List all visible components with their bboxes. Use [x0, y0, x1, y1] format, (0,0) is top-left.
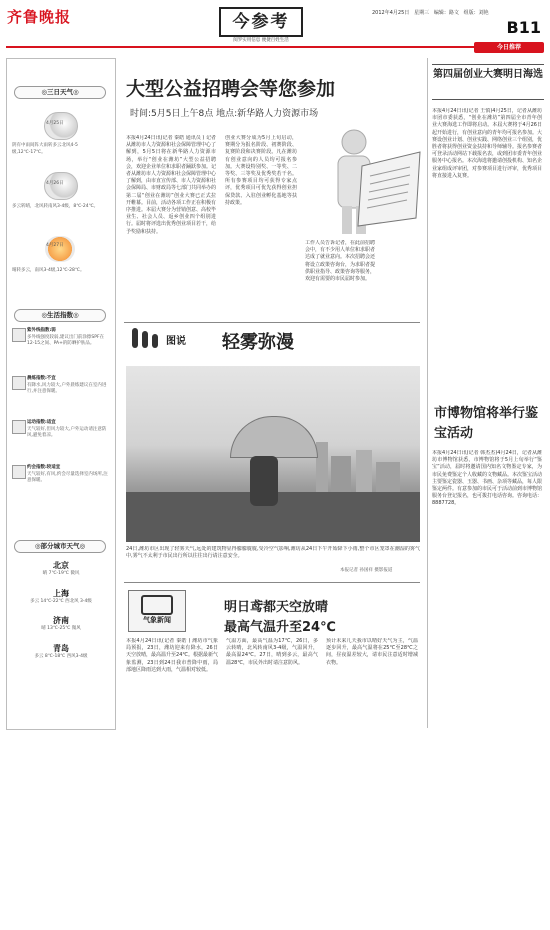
life-index-text: 天气较好,但风力较大,户外运动请注意防风,避免着凉。: [27, 426, 107, 438]
article1-headline: 第四届创业大赛明日海选: [433, 69, 543, 80]
photo-headline: 轻雾弥漫: [222, 332, 294, 353]
life-index-text: 天气较好,有风,约会尽量选择室内场所,注意保暖。: [27, 471, 108, 483]
lead-column-1: 本报4月24日讯(记者 秦皓 通讯员 ) 记者从潍坊市人力资源和社会保障管理中心了解到，5月5日将在新华路人力资源市场，举行“创业在潍坊”大型公益招聘会，欢迎企业单位和求职者踊跃参加。记者从潍坊市人力资源和社会保障管理中心了解到，由市直宣传部、市人力资源和社会保障局、市财政局等七部门共同举办的第二届“创业在潍坊”创业大赛已正式拉开帷幕。目前，活动各项工作正在积极有序推进。本届大赛分为营销创意、高校毕业生、社会人员、返乡创业四个组别进行。届时将评选出优秀创业项目若干，给予奖励和扶持。: [126, 135, 216, 235]
life-index-item: [12, 465, 110, 485]
city-name: 青岛: [53, 643, 69, 653]
issue-info: [372, 9, 489, 16]
weather-news-badge-text: 气象新闻: [143, 616, 171, 624]
life-index-name: 约会指数:较适宜: [27, 465, 61, 470]
masthead-rule: [6, 46, 544, 48]
issue-weekday: 星期三: [414, 10, 430, 16]
section-logo: 今参考: [232, 12, 290, 32]
paper-name: 齐鲁晚报: [7, 8, 72, 26]
city-forecast: 晴 13℃-25℃ 微风: [41, 626, 81, 631]
page-number: B11: [506, 18, 541, 37]
weather-news-badge: [128, 590, 186, 632]
life-index-item: [12, 376, 110, 396]
life-index-item: [12, 328, 110, 348]
fog-photo: [126, 366, 420, 542]
weather-day-text: 晴转多云，南风3-4级,12℃-28℃。: [12, 268, 85, 273]
weather-day-date: 4月26日: [46, 181, 64, 186]
city-weather-title: ◎部分城市天气◎: [34, 542, 86, 550]
umbrella-figure: [230, 416, 318, 458]
three-day-weather-header: [14, 86, 106, 99]
sports-icon: [12, 420, 26, 434]
city-forecast: 多云 8℃-18℃ 西风3-4级: [34, 653, 88, 659]
city-name: 北京: [53, 561, 69, 570]
tagline-tab: [474, 42, 544, 53]
newspaper-reader-illustration: [312, 126, 422, 238]
weather-news-column-1: 本报4月24日讯(记者 秦皓 ) 潍坊市气象局预报，23日，潍坊迎来有降水，26日天空放晴，最高温升至24℃。根据最新气象监测，23日到24日我市普降中雨，局部地区降雨达到大雨，气温相对较低。: [126, 638, 218, 673]
life-index-text: 有降水,风力较大,户外晨练建议在室内进行,并注意保暖。: [27, 382, 107, 394]
tv-icon: [141, 595, 173, 615]
section-slogan: 阅罗实用信息 便捷百姓生活: [233, 38, 289, 43]
section-logo-box: [219, 7, 303, 37]
life-index-name: 晨练指数:不宜: [27, 376, 56, 381]
life-index-title: ◎生活指数◎: [41, 311, 79, 319]
weather-day-text: 多云转晴，北风转南风3-4级，8℃-24℃。: [12, 204, 99, 209]
photo-feature-divider: [124, 322, 420, 323]
photo-label: 图说: [166, 336, 186, 347]
city-forecast: 多云 14℃-22℃ 西北风 3-4级: [30, 598, 92, 604]
weather-day-text: 阴有中雨间阵大雨转多云北风4-5级,12℃-17℃。: [12, 143, 78, 155]
weather-news-headline: 明日鸢都天空放晴: [224, 600, 329, 615]
city-name: 上海: [53, 588, 69, 598]
weather-news-subheadline: 最高气温升至24℃: [224, 620, 336, 635]
article1-body: 本报4月24日讯(记者 王慎)4月25日，记者从潍坊市团市委获悉，“创业在潍坊”第四届全市青年创业大赛海选工作即将启动。本届大赛将于4月26日起开始进行，有创业意向的青年均可报名参加。大赛设创业计划、创业实践、网络创业三个组别，优胜者将获得创业资金扶持和导师辅导。报名参赛者可登录活动网站下载报名表，或到团市委青年创业服务中心报名。本次海选将邀请创投机构、知名企业家组成评审团，对参赛项目进行评审，优秀项目将直接进入复赛。: [432, 108, 542, 179]
weather-news-column-2: 气温方面，最高气温为17℃，26日，多云转晴，北风转南风3-4级，气温回升，最高温24℃。27日，晴到多云，最高气温28℃，市民外出时请注意防风。: [226, 638, 318, 666]
weather-day-date: 4月27日: [46, 243, 64, 248]
life-index-header: [14, 309, 106, 322]
lead-column-2: 创业大赛分成为5月上旬启动，赛期分为报名阶段、初赛阶段、复赛阶段和决赛阶段。凡在潍坊有创业意向的人员均可报名参加。大赛设特别奖、一等奖、二等奖、三等奖及优秀奖若干名。所有参赛项目均可获得专家点评，优秀项目可优先获得创业担保贷款、入驻创业孵化基地等扶持政策。: [225, 135, 297, 206]
life-index-name: 紫外线指数:弱: [27, 328, 56, 333]
life-index-text: 多外线强度较弱,建议出门前涂擦SPF在12-15之间、PA+的防晒护肤品。: [27, 334, 105, 346]
life-index-item: [12, 420, 110, 440]
lead-headline: 大型公益招聘会等您参加: [126, 78, 336, 100]
thermometer-icon: [130, 328, 164, 350]
lead-column-3: 工作人员告诉记者，在此前招聘会中，有不少用人单位和求职者达成了就业意向。本次招聘会还将设立政策咨询台，为求职者提供职业指导、政策咨询等服务，欢迎有需要的市民届时参加。: [305, 240, 375, 283]
designer-credit: 组版：刘艳: [463, 10, 489, 16]
article1-headline-box: [432, 64, 544, 100]
running-icon: [12, 376, 26, 390]
right-column-rule: [427, 58, 428, 728]
city-name: 济南: [53, 616, 69, 625]
uv-icon: [12, 328, 26, 342]
issue-date: 2012年4月25日: [372, 10, 410, 16]
lead-subhead: 时间:5月5日上午8点 地点:新华路人力资源市场: [130, 109, 319, 119]
city-weather-header: [14, 540, 106, 553]
editor-credit: 编辑：路文: [433, 10, 459, 16]
photo-credit: 本报记者 孙国祥 摄影报道: [340, 568, 393, 573]
heart-icon: [12, 465, 26, 479]
city-weather-list: [12, 560, 110, 660]
pedestrian-figure: [250, 456, 278, 506]
weather-news-column-3: 预计未来几天我市以晴好天气为主，气温逐步回升，最高气温将在25℃至28℃之间，昼夜温差较大，请市民注意适时增减衣物。: [326, 638, 418, 666]
three-day-weather-title: ◎三日天气◎: [41, 88, 79, 96]
tagline-text: 今日推荐: [496, 44, 521, 51]
weather-news-divider: [124, 582, 420, 583]
article2-body: 本报4月24日讯(记者 韩杰杰)4月24日，记者从潍坊市博物馆获悉，市博物馆将于5月上旬举行“鉴宝”活动，届时将邀请国内知名文物鉴定专家，为市民免费鉴定个人收藏的文物藏品。本次鉴宝活动主要鉴定瓷器、玉器、书画、杂项等藏品，每人限鉴定两件。有意参加的市民可于活动前到市博物馆服务台登记报名，也可拨打电话咨询。咨询电话：8887728。: [432, 450, 542, 507]
article2-headline: 市博物馆将举行鉴宝活动: [434, 406, 539, 441]
city-forecast: 晴 7℃-19℃ 微风: [42, 571, 80, 576]
life-index-name: 运动指数:适宜: [27, 420, 56, 425]
photo-caption: 24日,潍坊市区出现了轻雾天气,远处的建筑物显得朦朦胧胧,受冷空气影响,潍坊从24日下午开始降下小雨,整个市区笼罩在潮湿的雾气中,雾气不太利于市民出行所以往往出行请注意安全。: [126, 546, 420, 560]
weather-day-date: 4月25日: [46, 121, 64, 126]
